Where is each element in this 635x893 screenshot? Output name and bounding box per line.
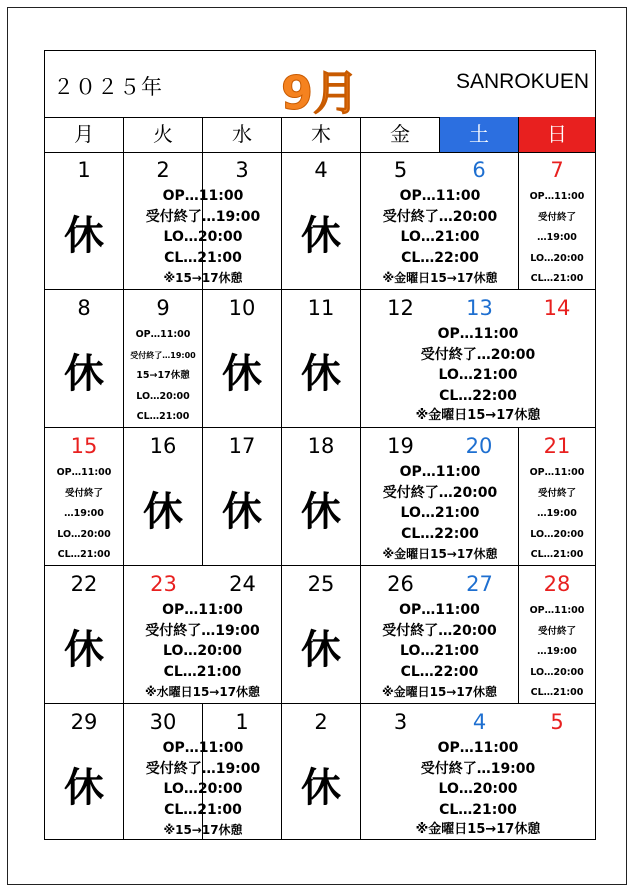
day-number: 5: [550, 710, 564, 734]
day-number: 6: [472, 158, 486, 182]
weekday-thu: 木: [282, 117, 361, 152]
closed-mark: 休: [64, 765, 104, 811]
close-time: CL…21:00: [163, 663, 242, 680]
last-order: LO…20:00: [57, 528, 111, 540]
closed-mark: 休: [64, 213, 104, 259]
day-span-cell: [124, 566, 282, 704]
day-number: 8: [77, 296, 91, 320]
day-number: 3: [235, 158, 249, 182]
last-entry: 受付終了: [537, 211, 576, 223]
closed-mark: 休: [222, 351, 262, 397]
day-number: 22: [70, 572, 98, 596]
closed-mark: 休: [301, 213, 341, 259]
last-order: LO…20:00: [136, 390, 190, 402]
hours-block: [361, 462, 519, 565]
day-cell: [519, 152, 595, 290]
break-note: ※金曜日15→17休憩: [415, 408, 541, 423]
day-cell: [203, 290, 282, 428]
hours-block: [519, 463, 595, 566]
weekday-wed: 水: [203, 117, 282, 152]
last-entry-time: …19:00: [537, 646, 577, 657]
close-time: CL…22:00: [400, 663, 479, 680]
hours-block: [519, 187, 595, 290]
hours-block: [124, 600, 281, 703]
hours-block: [519, 601, 595, 704]
day-cell: [45, 152, 124, 290]
day-number: 29: [70, 710, 98, 734]
day-number: 19: [387, 434, 414, 458]
last-entry: 受付終了: [537, 625, 576, 637]
month-title: 9月: [280, 66, 359, 120]
hours-block: [361, 186, 519, 289]
day-number: 16: [149, 434, 177, 458]
open-time: OP…11:00: [399, 464, 481, 480]
day-number: 5: [393, 158, 408, 182]
last-entry-time: …19:00: [64, 508, 104, 519]
day-number: 24: [229, 572, 256, 596]
last-entry: 受付終了: [64, 487, 103, 499]
last-order: LO…20:00: [163, 229, 243, 245]
day-number: 21: [543, 434, 571, 458]
close-time: CL…21:00: [164, 801, 242, 818]
last-entry-time: …19:00: [537, 508, 577, 519]
close-time: CL…21:00: [136, 411, 190, 422]
closed-mark: 休: [222, 489, 262, 535]
last-entry: 受付終了…19:00: [420, 760, 536, 777]
day-cell: [124, 290, 203, 428]
weekday-sat: 土: [440, 117, 519, 152]
open-time: OP…11:00: [437, 740, 519, 756]
closed-mark: 休: [301, 351, 341, 397]
day-number: 1: [77, 158, 91, 182]
day-number: 18: [307, 434, 335, 458]
closed-mark: 休: [301, 489, 341, 535]
last-entry: 受付終了…20:00: [420, 346, 536, 363]
last-entry: 受付終了…20:00: [382, 484, 498, 501]
hours-block: [124, 738, 282, 841]
open-time: OP…11:00: [162, 188, 244, 204]
break-note: ※水曜日15→17休憩: [144, 685, 261, 699]
open-time: OP…11:00: [437, 326, 519, 342]
day-number: 25: [307, 572, 335, 596]
last-order: LO…20:00: [530, 252, 584, 264]
close-time: CL…21:00: [530, 687, 584, 698]
weekday-sun: 日: [519, 117, 595, 152]
last-entry: 受付終了…19:00: [145, 622, 260, 639]
open-time: OP…11:00: [162, 602, 243, 618]
break-note: ※金曜日15→17休憩: [381, 685, 498, 699]
weekday-mon: 月: [45, 117, 124, 152]
last-order: LO…21:00: [438, 367, 518, 383]
break-note: ※金曜日15→17休憩: [382, 547, 498, 561]
day-number: 23: [150, 572, 177, 596]
last-order: LO…20:00: [438, 781, 518, 797]
weekday-tue: 火: [124, 117, 203, 152]
day-cell: [282, 290, 361, 428]
close-time: CL…21:00: [530, 273, 584, 284]
day-number: 28: [543, 572, 571, 596]
close-time: CL…22:00: [401, 525, 479, 542]
day-number: 4: [472, 710, 487, 734]
weekday-row: [45, 117, 595, 153]
open-time: OP…11:00: [399, 602, 480, 618]
closed-mark: 休: [301, 765, 341, 811]
day-cell: [519, 428, 595, 566]
last-entry: 受付終了…19:00: [145, 760, 261, 777]
close-time: CL…21:00: [530, 549, 584, 560]
last-order: LO…20:00: [530, 528, 584, 540]
close-time: CL…21:00: [164, 249, 242, 266]
open-time: OP…11:00: [399, 188, 481, 204]
last-entry: 受付終了…19:00: [145, 208, 261, 225]
last-entry: 受付終了…19:00: [130, 350, 196, 360]
day-cell: [45, 290, 124, 428]
closed-mark: 休: [143, 489, 183, 535]
open-time: OP…11:00: [56, 467, 112, 478]
last-order: LO…21:00: [400, 643, 479, 659]
calendar: [44, 50, 596, 840]
day-number: 7: [550, 158, 564, 182]
day-cell: [203, 428, 282, 566]
close-time: CL…21:00: [439, 801, 517, 818]
day-number: 1: [235, 710, 249, 734]
brand-name: SANROKUEN: [455, 70, 589, 93]
closed-mark: 休: [301, 627, 341, 673]
hours-block: [45, 463, 123, 566]
day-number: 26: [387, 572, 414, 596]
day-number: 20: [465, 434, 493, 458]
last-order: LO…20:00: [163, 781, 243, 797]
last-order: LO…21:00: [400, 229, 480, 245]
day-number: 4: [314, 158, 328, 182]
close-time: CL…22:00: [439, 387, 517, 404]
day-span-cell: [361, 566, 519, 704]
open-time: OP…11:00: [135, 329, 191, 340]
day-cell: [45, 428, 124, 566]
hours-block: [124, 325, 202, 428]
weekday-fri: 金: [361, 117, 440, 152]
last-entry: 受付終了…20:00: [382, 208, 498, 225]
day-cell: [45, 704, 124, 839]
day-number: 15: [70, 434, 98, 458]
last-order: LO…20:00: [530, 666, 584, 678]
day-number: 30: [149, 710, 177, 734]
day-cell: [282, 566, 361, 704]
weekend-span-cell: [361, 290, 595, 428]
year-label: ２０２５年: [53, 75, 163, 99]
day-cell: [519, 566, 595, 704]
day-number: 2: [314, 710, 328, 734]
day-number: 13: [466, 296, 493, 320]
hours-block: [124, 186, 282, 289]
day-number: 2: [156, 158, 170, 182]
day-cell: [45, 566, 124, 704]
last-entry-time: …19:00: [537, 232, 577, 243]
day-number: 9: [156, 296, 170, 320]
day-number: 10: [228, 296, 256, 320]
day-cell: [124, 428, 203, 566]
break-note: 15→17休憩: [136, 370, 190, 381]
day-number: 12: [387, 296, 414, 320]
last-order: LO…21:00: [400, 505, 480, 521]
closed-mark: 休: [64, 627, 104, 673]
close-time: CL…22:00: [401, 249, 479, 266]
close-time: CL…21:00: [57, 549, 111, 560]
open-time: OP…11:00: [529, 191, 585, 202]
closed-mark: 休: [64, 351, 104, 397]
break-note: ※金曜日15→17休憩: [382, 271, 498, 285]
day-cell: [282, 704, 361, 839]
break-note: ※15→17休憩: [163, 823, 243, 837]
weekend-span-cell: [361, 704, 595, 839]
break-note: ※金曜日15→17休憩: [415, 822, 541, 837]
day-number: 14: [543, 296, 571, 320]
last-order: LO…20:00: [163, 643, 242, 659]
open-time: OP…11:00: [162, 740, 244, 756]
break-note: ※15→17休憩: [163, 271, 243, 285]
day-number: 3: [393, 710, 408, 734]
hours-block: [361, 324, 595, 427]
last-entry: 受付終了: [537, 487, 576, 499]
open-time: OP…11:00: [529, 605, 585, 616]
hours-block: [361, 600, 518, 703]
day-number: 17: [228, 434, 256, 458]
calendar-header: [45, 51, 595, 118]
day-cell: [282, 152, 361, 290]
day-number: 27: [466, 572, 493, 596]
day-number: 11: [307, 296, 335, 320]
hours-block: [361, 738, 595, 841]
day-cell: [282, 428, 361, 566]
last-entry: 受付終了…20:00: [382, 622, 497, 639]
open-time: OP…11:00: [529, 467, 585, 478]
